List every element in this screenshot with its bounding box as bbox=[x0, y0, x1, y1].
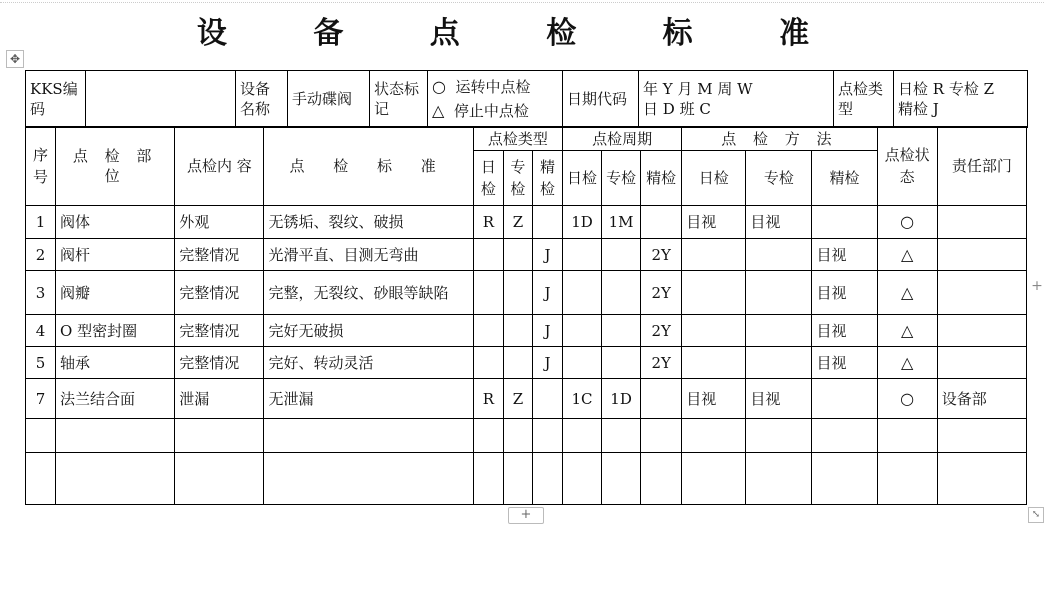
row-seq[interactable] bbox=[26, 453, 56, 505]
row-type-precise[interactable]: J bbox=[532, 271, 562, 315]
col-method-special: 专检 bbox=[746, 151, 812, 206]
col-standard: 点 检 标 准 bbox=[264, 127, 473, 206]
col-method-daily: 日检 bbox=[682, 151, 746, 206]
row-type-special[interactable]: Z bbox=[503, 379, 532, 419]
device-name-value[interactable]: 手动碟阀 bbox=[288, 71, 370, 128]
row-period-precise[interactable] bbox=[641, 206, 682, 239]
row-method-special[interactable] bbox=[746, 347, 812, 379]
row-type-precise[interactable] bbox=[532, 206, 562, 239]
row-type-precise[interactable]: J bbox=[532, 315, 562, 347]
table-row bbox=[26, 206, 1027, 239]
row-period-daily[interactable]: 1C bbox=[563, 379, 602, 419]
row-type-daily[interactable] bbox=[473, 347, 503, 379]
row-dept[interactable] bbox=[937, 453, 1026, 505]
row-period-daily[interactable] bbox=[563, 315, 602, 347]
col-type-special: 专检 bbox=[503, 151, 532, 206]
row-content[interactable]: 完整情况 bbox=[175, 271, 264, 315]
row-method-precise[interactable] bbox=[812, 379, 877, 419]
col-method-precise: 精检 bbox=[812, 151, 877, 206]
row-type-precise[interactable] bbox=[532, 453, 562, 505]
row-standard[interactable]: 无锈垢、裂纹、破损 bbox=[264, 206, 473, 239]
row-standard[interactable] bbox=[264, 453, 473, 505]
row-part[interactable]: O 型密封圈 bbox=[56, 315, 175, 347]
kks-label: KKS编码 bbox=[26, 71, 86, 128]
status-legend-stopped: △ 停止中点检 bbox=[432, 101, 529, 120]
row-method-daily[interactable]: 目视 bbox=[682, 206, 746, 239]
row-method-daily[interactable] bbox=[682, 419, 746, 453]
row-type-daily[interactable] bbox=[473, 271, 503, 315]
check-type-label: 点检类型 bbox=[834, 71, 894, 128]
page-top-guide bbox=[0, 2, 1044, 4]
device-name-label: 设备名称 bbox=[236, 71, 288, 128]
row-period-special[interactable]: 1D bbox=[602, 379, 641, 419]
row-state[interactable]: ○ bbox=[877, 206, 937, 239]
row-period-special[interactable] bbox=[602, 315, 641, 347]
row-period-precise[interactable] bbox=[641, 379, 682, 419]
row-type-daily[interactable] bbox=[473, 453, 503, 505]
row-type-special[interactable] bbox=[503, 315, 532, 347]
table-row bbox=[26, 271, 1027, 315]
row-seq[interactable]: 4 bbox=[26, 315, 56, 347]
col-dept: 责任部门 bbox=[937, 127, 1026, 206]
row-seq[interactable]: 2 bbox=[26, 239, 56, 271]
row-method-precise[interactable] bbox=[812, 206, 877, 239]
row-state[interactable]: △ bbox=[877, 347, 937, 379]
row-part[interactable] bbox=[56, 419, 175, 453]
table-row bbox=[26, 419, 1027, 453]
row-type-special[interactable] bbox=[503, 453, 532, 505]
row-method-special[interactable] bbox=[746, 315, 812, 347]
table-row bbox=[26, 453, 1027, 505]
row-part[interactable]: 法兰结合面 bbox=[56, 379, 175, 419]
table-resize-icon[interactable]: ⤡ bbox=[1028, 507, 1044, 523]
row-method-special[interactable] bbox=[746, 453, 812, 505]
row-state[interactable]: △ bbox=[877, 315, 937, 347]
row-state[interactable] bbox=[877, 453, 937, 505]
row-method-daily[interactable] bbox=[682, 347, 746, 379]
document-title: 设 备 点 检 标 准 bbox=[196, 16, 848, 51]
row-period-special[interactable]: 1M bbox=[602, 206, 641, 239]
row-standard[interactable]: 完好无破损 bbox=[264, 315, 473, 347]
row-period-special[interactable] bbox=[602, 239, 641, 271]
row-method-precise[interactable] bbox=[812, 453, 877, 505]
row-method-special[interactable] bbox=[746, 419, 812, 453]
row-type-precise[interactable]: J bbox=[532, 239, 562, 271]
row-type-special[interactable] bbox=[503, 347, 532, 379]
col-seq: 序号 bbox=[26, 127, 56, 206]
col-period-special: 专检 bbox=[602, 151, 641, 206]
row-content[interactable]: 完整情况 bbox=[175, 315, 264, 347]
row-period-special[interactable] bbox=[602, 271, 641, 315]
row-period-precise[interactable]: 2Y bbox=[641, 239, 682, 271]
row-standard[interactable]: 完整，无裂纹、砂眼等缺陷 bbox=[264, 271, 473, 315]
row-type-daily[interactable]: R bbox=[473, 206, 503, 239]
row-content[interactable]: 完整情况 bbox=[175, 347, 264, 379]
col-content: 点检内 容 bbox=[175, 127, 264, 206]
inspection-table bbox=[25, 126, 1027, 505]
row-method-special[interactable]: 目视 bbox=[746, 379, 812, 419]
row-type-precise[interactable] bbox=[532, 419, 562, 453]
col-period-precise: 精检 bbox=[641, 151, 682, 206]
check-type-value: 日检 R 专检 Z 精检 J bbox=[894, 71, 1028, 128]
row-type-daily[interactable] bbox=[473, 315, 503, 347]
row-method-precise[interactable]: 目视 bbox=[812, 239, 877, 271]
col-period-group: 点检周期 bbox=[563, 127, 682, 151]
row-period-precise[interactable]: 2Y bbox=[641, 347, 682, 379]
row-seq[interactable]: 1 bbox=[26, 206, 56, 239]
row-type-special[interactable] bbox=[503, 239, 532, 271]
table-row bbox=[26, 239, 1027, 271]
row-state[interactable]: △ bbox=[877, 271, 937, 315]
kks-value[interactable] bbox=[86, 71, 236, 128]
row-period-precise[interactable]: 2Y bbox=[641, 315, 682, 347]
row-type-precise[interactable] bbox=[532, 379, 562, 419]
row-seq[interactable]: 7 bbox=[26, 379, 56, 419]
header-table bbox=[25, 70, 1028, 128]
row-standard[interactable]: 无泄漏 bbox=[264, 379, 473, 419]
row-dept[interactable] bbox=[937, 419, 1026, 453]
row-content[interactable]: 泄漏 bbox=[175, 379, 264, 419]
row-dept[interactable] bbox=[937, 271, 1026, 315]
row-seq[interactable]: 5 bbox=[26, 347, 56, 379]
circle-icon: ○ bbox=[432, 77, 446, 96]
col-state: 点检状态 bbox=[877, 127, 937, 206]
row-state[interactable]: △ bbox=[877, 239, 937, 271]
row-method-special[interactable] bbox=[746, 239, 812, 271]
triangle-icon: △ bbox=[432, 101, 445, 120]
row-method-precise[interactable]: 目视 bbox=[812, 315, 877, 347]
row-period-daily[interactable] bbox=[563, 239, 602, 271]
row-part[interactable]: 阀瓣 bbox=[56, 271, 175, 315]
row-standard[interactable]: 光滑平直、目测无弯曲 bbox=[264, 239, 473, 271]
row-type-special[interactable] bbox=[503, 271, 532, 315]
row-type-special[interactable] bbox=[503, 419, 532, 453]
row-dept[interactable] bbox=[937, 315, 1026, 347]
row-method-special[interactable] bbox=[746, 271, 812, 315]
row-state[interactable]: ○ bbox=[877, 379, 937, 419]
row-type-daily[interactable] bbox=[473, 239, 503, 271]
row-content[interactable]: 外观 bbox=[175, 206, 264, 239]
row-period-daily[interactable] bbox=[563, 347, 602, 379]
row-content[interactable] bbox=[175, 419, 264, 453]
row-method-daily[interactable]: 目视 bbox=[682, 379, 746, 419]
table-row bbox=[26, 379, 1027, 419]
row-dept[interactable] bbox=[937, 347, 1026, 379]
row-method-precise[interactable] bbox=[812, 419, 877, 453]
row-method-daily[interactable] bbox=[682, 315, 746, 347]
col-type-precise: 精检 bbox=[532, 151, 562, 206]
col-method-group: 点 检 方 法 bbox=[682, 127, 877, 151]
row-standard[interactable]: 完好、转动灵活 bbox=[264, 347, 473, 379]
row-part[interactable]: 阀杆 bbox=[56, 239, 175, 271]
row-dept[interactable] bbox=[937, 239, 1026, 271]
row-part[interactable]: 阀体 bbox=[56, 206, 175, 239]
col-part: 点 检 部 位 bbox=[56, 127, 175, 206]
table-row bbox=[26, 347, 1027, 379]
row-period-special[interactable] bbox=[602, 453, 641, 505]
row-period-special[interactable] bbox=[602, 419, 641, 453]
col-period-daily: 日检 bbox=[563, 151, 602, 206]
date-code-value: 年 Y 月 M 周 W 日 D 班 C bbox=[639, 71, 834, 128]
row-seq[interactable] bbox=[26, 419, 56, 453]
row-dept[interactable] bbox=[937, 206, 1026, 239]
add-row-plus-icon[interactable]: + bbox=[508, 507, 544, 524]
row-seq[interactable]: 3 bbox=[26, 271, 56, 315]
row-state[interactable] bbox=[877, 419, 937, 453]
row-period-special[interactable] bbox=[602, 347, 641, 379]
row-period-daily[interactable] bbox=[563, 419, 602, 453]
row-content[interactable] bbox=[175, 453, 264, 505]
row-content[interactable]: 完整情况 bbox=[175, 239, 264, 271]
col-type-daily: 日检 bbox=[473, 151, 503, 206]
row-method-daily[interactable] bbox=[682, 453, 746, 505]
row-method-daily[interactable] bbox=[682, 271, 746, 315]
row-part[interactable] bbox=[56, 453, 175, 505]
status-label: 状态标记 bbox=[370, 71, 428, 128]
add-column-plus-icon[interactable]: + bbox=[1031, 278, 1043, 294]
row-method-precise[interactable]: 目视 bbox=[812, 347, 877, 379]
row-period-daily[interactable] bbox=[563, 271, 602, 315]
table-body bbox=[26, 206, 1027, 505]
status-legend-running: ○ 运转中点检 bbox=[432, 77, 531, 96]
row-period-precise[interactable] bbox=[641, 419, 682, 453]
row-period-precise[interactable] bbox=[641, 453, 682, 505]
row-type-special[interactable]: Z bbox=[503, 206, 532, 239]
row-period-daily[interactable]: 1D bbox=[563, 206, 602, 239]
table-move-icon[interactable]: ✥ bbox=[6, 50, 24, 68]
status-legend bbox=[428, 71, 563, 128]
row-period-daily[interactable] bbox=[563, 453, 602, 505]
col-type-group: 点检类型 bbox=[473, 127, 562, 151]
row-method-daily[interactable] bbox=[682, 239, 746, 271]
row-type-daily[interactable] bbox=[473, 419, 503, 453]
row-part[interactable]: 轴承 bbox=[56, 347, 175, 379]
row-dept[interactable]: 设备部 bbox=[937, 379, 1026, 419]
row-method-special[interactable]: 目视 bbox=[746, 206, 812, 239]
table-row bbox=[26, 315, 1027, 347]
date-code-label: 日期代码 bbox=[563, 71, 639, 128]
row-type-precise[interactable]: J bbox=[532, 347, 562, 379]
row-method-precise[interactable]: 目视 bbox=[812, 271, 877, 315]
row-standard[interactable] bbox=[264, 419, 473, 453]
row-type-daily[interactable]: R bbox=[473, 379, 503, 419]
row-period-precise[interactable]: 2Y bbox=[641, 271, 682, 315]
